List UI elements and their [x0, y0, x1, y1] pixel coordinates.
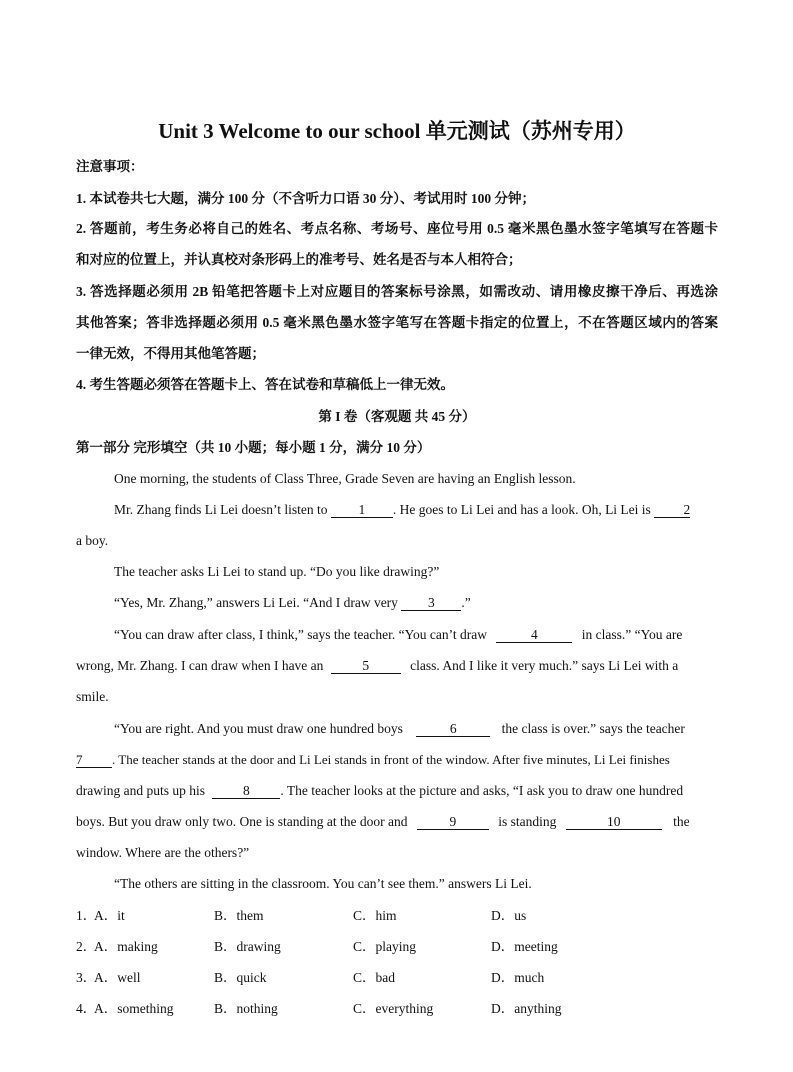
- passage-paragraph: [76, 719, 718, 739]
- option-d: D．meeting: [491, 939, 558, 954]
- passage-text: . The teacher stands at the door and Li Lei stands in front of the window. After five minutes, Li Lei finishes: [112, 752, 670, 767]
- passage-text: “You can draw after class, I think,” says the teacher. “You can’t draw: [114, 627, 491, 642]
- question-number: 2．: [76, 939, 97, 954]
- passage-line: [76, 750, 718, 770]
- option-a: A．something: [94, 1001, 174, 1016]
- notice-item-2: 2. 答题前，考生务必将自己的姓名、考点名称、考场号、座位号用 0.5 毫米黑色墨水签字笔填写在答题卡: [76, 221, 718, 236]
- passage-text: Mr. Zhang finds Li Lei doesn’t listen to: [114, 502, 331, 517]
- option-d: D．much: [491, 970, 545, 985]
- passage-text: “Yes, Mr. Zhang,” answers Li Lei. “And I draw very: [114, 595, 402, 610]
- blank-9: 9: [417, 814, 489, 830]
- blank-3: 3: [401, 595, 461, 611]
- page-title: Unit 3 Welcome to our school 单元测试（苏州专用）: [158, 119, 636, 143]
- option-c: C．everything: [353, 1001, 434, 1016]
- blank-7: 7: [76, 752, 112, 768]
- question-number: 1．: [76, 908, 97, 923]
- passage-text: boys. But you draw only two. One is standing at the door and: [76, 814, 411, 829]
- passage-line: [76, 781, 718, 801]
- passage-text: .”: [461, 595, 471, 610]
- blank-1: 1: [331, 502, 393, 518]
- option-d: D．anything: [491, 1001, 562, 1016]
- passage-paragraph: [76, 625, 718, 645]
- notice-item-3-end: 一律无效，不得用其他笔答题；: [76, 346, 265, 361]
- section-title: 第 I 卷（客观题 共 45 分）: [318, 409, 476, 424]
- passage-paragraph: [76, 593, 718, 613]
- blank-10: 10: [566, 814, 662, 830]
- passage-paragraph: [76, 500, 718, 520]
- passage-line: [76, 656, 718, 676]
- question-number: 4．: [76, 1001, 97, 1016]
- option-a: A．it: [94, 908, 125, 923]
- passage-text: a boy.: [76, 533, 109, 548]
- option-d: D．us: [491, 908, 527, 923]
- passage-paragraph: The teacher asks Li Lei to stand up. “Do you like drawing?”: [114, 564, 440, 579]
- option-b: B．quick: [214, 970, 267, 985]
- passage-text: wrong, Mr. Zhang. I can draw when I have an: [76, 658, 327, 673]
- option-a: A．well: [94, 970, 141, 985]
- notice-item-4: 4. 考生答题必须答在答题卡上、答在试卷和草稿低上一律无效。: [76, 377, 454, 392]
- blank-4: 4: [496, 627, 572, 643]
- blank-6: 6: [416, 721, 490, 737]
- option-a: A．making: [94, 939, 158, 954]
- passage-line: [76, 812, 718, 832]
- passage-text: in class.” “You are: [578, 627, 683, 642]
- option-b: B．drawing: [214, 939, 281, 954]
- passage-paragraph: One morning, the students of Class Three, Grade Seven are having an English lesson.: [114, 471, 576, 486]
- blank-8: 8: [212, 783, 280, 799]
- passage-text: drawing and puts up his: [76, 783, 209, 798]
- notice-item-1: 1. 本试卷共七大题，满分 100 分（不含听力口语 30 分）、考试用时 100 分钟；: [76, 191, 535, 206]
- notice-item-3-cont: 其他答案；答非选择题必须用 0.5 毫米黑色墨水签字笔写在答题卡指定的位置上，不在答题区域内的答案: [76, 315, 718, 330]
- notice-item-2-cont: 和对应的位置上，并认真校对条形码上的准考号、姓名是否与本人相符合；: [76, 252, 522, 267]
- notice-heading: 注意事项：: [76, 159, 144, 174]
- passage-text: is standing: [494, 814, 560, 829]
- passage-paragraph: “The others are sitting in the classroom. You can’t see them.” answers Li Lei.: [114, 876, 532, 891]
- passage-text: “You are right. And you must draw one hundred boys: [114, 721, 407, 736]
- blank-5: 5: [331, 658, 401, 674]
- option-c: C．bad: [353, 970, 395, 985]
- option-c: C．him: [353, 908, 397, 923]
- passage-text: . He goes to Li Lei and has a look. Oh, Li Lei is: [392, 502, 655, 517]
- passage-text: window. Where are the others?”: [76, 845, 250, 860]
- passage-text: . The teacher looks at the picture and asks, “I ask you to draw one hundred: [280, 783, 684, 798]
- question-number: 3．: [76, 970, 97, 985]
- option-b: B．nothing: [214, 1001, 278, 1016]
- notice-item-3: 3. 答选择题必须用 2B 铅笔把答题卡上对应题目的答案标号涂黑，如需改动、请用橡皮擦干净后、再选涂: [76, 284, 718, 299]
- option-c: C．playing: [353, 939, 416, 954]
- option-b: B．them: [214, 908, 264, 923]
- passage-text: class. And I like it very much.” says Li Lei with a: [406, 658, 679, 673]
- part-title: 第一部分 完形填空（共 10 小题；每小题 1 分，满分 10 分）: [76, 440, 431, 455]
- passage-text: smile.: [76, 689, 109, 704]
- passage-text: the: [669, 814, 690, 829]
- passage-text: the class is over.” says the teacher: [498, 721, 685, 736]
- blank-2: 2: [654, 502, 690, 518]
